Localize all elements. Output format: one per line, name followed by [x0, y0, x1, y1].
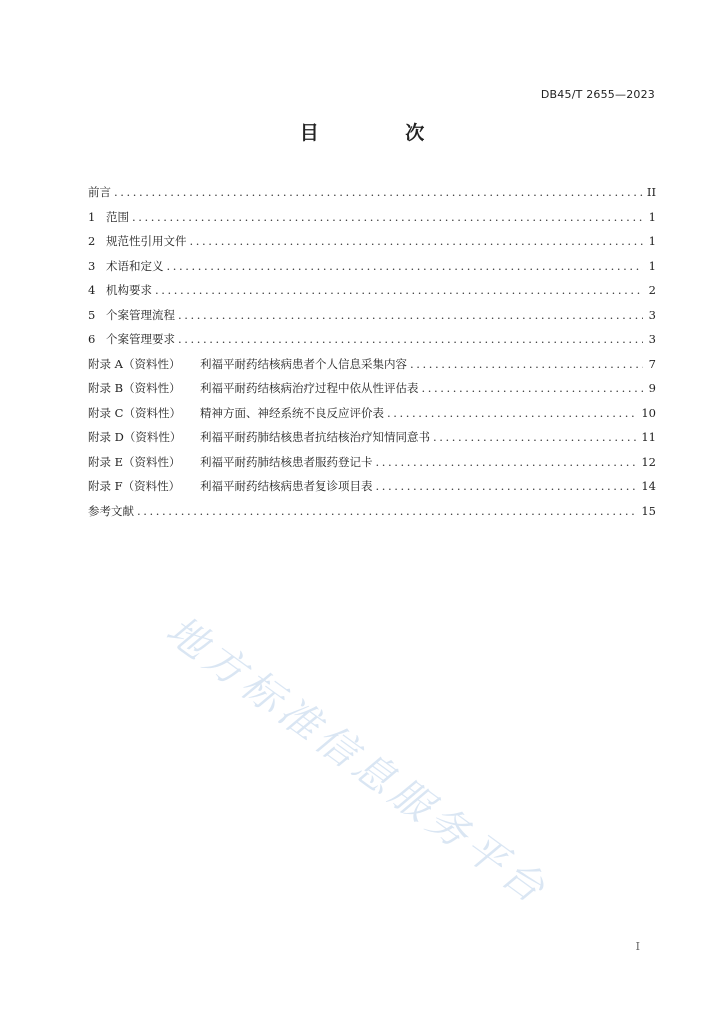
- toc-entry-number: 4: [88, 283, 96, 297]
- leader-dots: [433, 425, 638, 450]
- toc-entry-page: 15: [641, 503, 656, 518]
- toc-entry-scope[interactable]: [88, 205, 656, 230]
- leader-dots: [410, 352, 643, 377]
- table-of-contents: [88, 180, 656, 523]
- leader-dots: [178, 327, 643, 352]
- leader-dots: [167, 254, 644, 279]
- toc-entry-label: 精神方面、神经系统不良反应评价表: [200, 405, 384, 420]
- toc-entry-label: 术语和定义: [106, 258, 164, 273]
- toc-entry-label: 利福平耐药结核病患者复诊项目表: [200, 479, 373, 493]
- toc-entry-page: 2: [648, 283, 656, 297]
- toc-appendix-prefix: 附录 F（资料性）: [88, 479, 181, 493]
- toc-entry-label: 前言: [88, 185, 111, 199]
- toc-entry-appendix-c[interactable]: [88, 401, 656, 426]
- toc-entry-number: 3: [88, 258, 96, 273]
- toc-entry-appendix-a[interactable]: [88, 352, 656, 377]
- toc-appendix-prefix: 附录 C（资料性）: [88, 405, 181, 420]
- toc-entry-label: 规范性引用文件: [106, 234, 187, 248]
- toc-entry-appendix-b[interactable]: [88, 376, 656, 401]
- leader-dots: [422, 376, 644, 401]
- toc-entry-page: 9: [648, 381, 656, 395]
- leader-dots: [190, 229, 644, 254]
- document-code: DB45/T 2655—2023: [540, 88, 655, 101]
- page-number: I: [635, 940, 640, 953]
- leader-dots: [132, 205, 643, 230]
- toc-entry-appendix-f[interactable]: [88, 474, 656, 499]
- toc-entry-references[interactable]: [88, 499, 656, 524]
- leader-dots: [376, 474, 639, 499]
- toc-entry-label: 利福平耐药结核病患者个人信息采集内容: [200, 356, 407, 371]
- toc-entry-page: 14: [641, 479, 656, 493]
- leader-dots: [114, 180, 643, 205]
- toc-appendix-prefix: 附录 B（资料性）: [88, 381, 181, 395]
- toc-entry-page: 11: [641, 430, 656, 444]
- toc-entry-page: 1: [648, 258, 656, 273]
- toc-entry-terms-definitions[interactable]: [88, 254, 656, 279]
- toc-appendix-prefix: 附录 D（资料性）: [88, 430, 182, 444]
- toc-entry-label: 机构要求: [106, 283, 152, 297]
- toc-entry-page: 1: [648, 234, 656, 248]
- toc-entry-page: 3: [648, 307, 656, 322]
- page-title: 目 次: [299, 122, 465, 144]
- toc-entry-page: 7: [648, 356, 656, 371]
- toc-appendix-prefix: 附录 E（资料性）: [88, 454, 181, 469]
- toc-appendix-prefix: 附录 A（资料性）: [88, 356, 181, 371]
- toc-entry-label: 利福平耐药肺结核患者抗结核治疗知情同意书: [200, 430, 430, 444]
- toc-entry-appendix-e[interactable]: [88, 450, 656, 475]
- toc-entry-normative-references[interactable]: [88, 229, 656, 254]
- toc-entry-number: 6: [88, 332, 96, 346]
- toc-entry-foreword[interactable]: [88, 180, 656, 205]
- toc-entry-page: 3: [648, 332, 656, 346]
- toc-entry-label: 范围: [106, 209, 129, 224]
- toc-entry-page: 10: [641, 405, 656, 420]
- toc-entry-number: 5: [88, 307, 96, 322]
- leader-dots: [376, 450, 639, 475]
- toc-entry-page: 12: [641, 454, 656, 469]
- leader-dots: [155, 278, 643, 303]
- toc-entry-label: 利福平耐药结核病治疗过程中依从性评估表: [200, 381, 419, 395]
- toc-entry-case-management-process[interactable]: [88, 303, 656, 328]
- toc-entry-number: 2: [88, 234, 96, 248]
- toc-entry-label: 参考文献: [88, 503, 134, 518]
- toc-entry-page: 1: [648, 209, 656, 224]
- toc-entry-label: 个案管理要求: [106, 332, 175, 346]
- leader-dots: [178, 303, 643, 328]
- leader-dots: [137, 499, 638, 524]
- leader-dots: [387, 401, 638, 426]
- toc-entry-label: 个案管理流程: [106, 307, 175, 322]
- toc-entry-label: 利福平耐药肺结核患者服药登记卡: [200, 454, 373, 469]
- toc-entry-case-management-requirements[interactable]: [88, 327, 656, 352]
- toc-entry-appendix-d[interactable]: [88, 425, 656, 450]
- toc-entry-institution-requirements[interactable]: [88, 278, 656, 303]
- toc-entry-number: 1: [88, 209, 96, 224]
- toc-entry-page: II: [646, 185, 656, 199]
- watermark: 地方标准信息服务平台: [157, 607, 557, 915]
